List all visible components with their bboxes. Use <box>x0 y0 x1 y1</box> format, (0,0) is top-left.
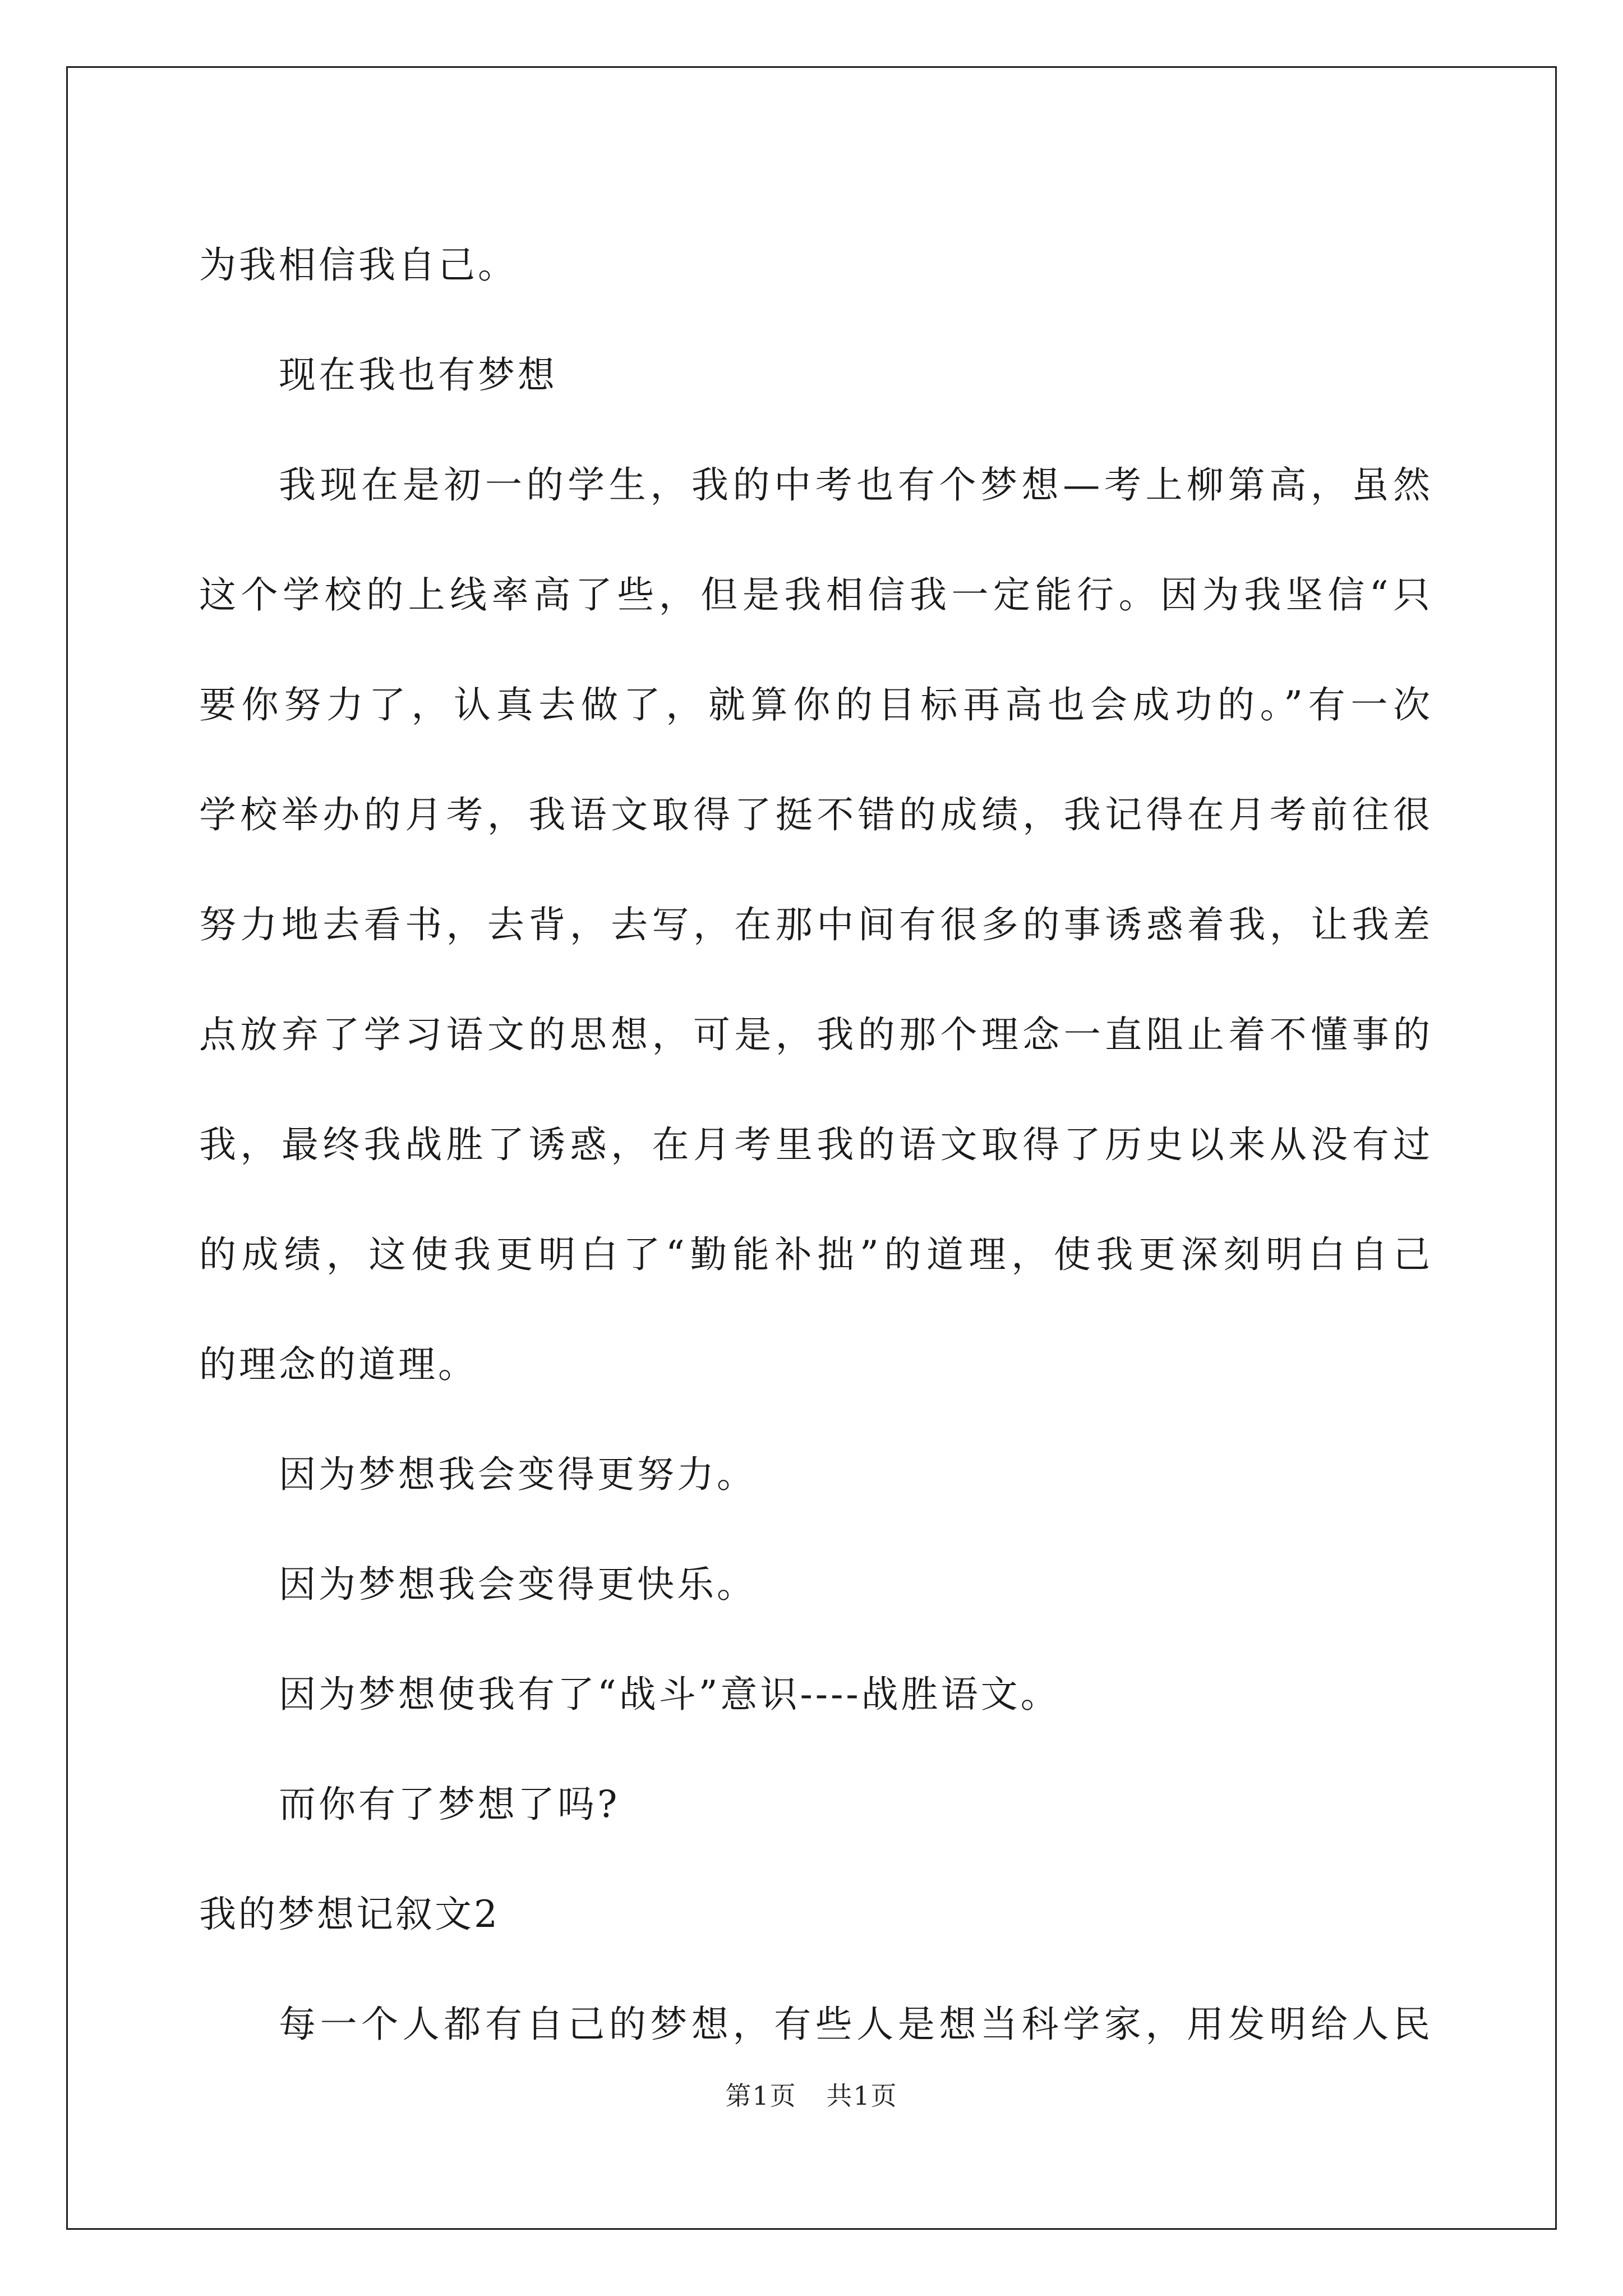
text-line: 为我相信我自己。 <box>199 243 518 287</box>
paragraph-next-essay <box>199 1970 1433 2079</box>
paragraph-subtitle <box>199 320 1433 430</box>
paragraph-question <box>199 1750 1433 1860</box>
text-line: 点放弃了学习语文的思想，可是，我的那个理念一直阻止着不懂事的 <box>199 1013 1433 1056</box>
paragraph-fight <box>199 1640 1433 1750</box>
text-line: 的理念的道理。 <box>199 1343 478 1386</box>
paragraph-effort <box>199 1420 1433 1530</box>
text-line: 而你有了梦想了吗? <box>279 1783 620 1826</box>
document-body <box>199 210 1433 2079</box>
text-line: 因为梦想使我有了“战斗”意识----战胜语文。 <box>279 1673 1061 1716</box>
text-line: 努力地去看书，去背，去写，在那中间有很多的事诱惑着我，让我差 <box>199 903 1433 946</box>
text-line: 这个学校的上线率高了些，但是我相信我一定能行。因为我坚信“只 <box>199 573 1433 616</box>
page-footer <box>0 2076 1623 2113</box>
text-line: 现在我也有梦想 <box>279 353 557 397</box>
section-heading <box>199 1860 1433 1970</box>
text-line: 要你努力了，认真去做了，就算你的目标再高也会成功的。”有一次 <box>199 683 1433 726</box>
text-line: 因为梦想我会变得更快乐。 <box>279 1563 757 1606</box>
paragraph-continuation <box>199 210 1433 320</box>
paragraph-main <box>199 430 1433 1420</box>
page-number: 第1页 <box>725 2081 797 2111</box>
text-line: 我，最终我战胜了诱惑，在月考里我的语文取得了历史以来从没有过 <box>199 1123 1433 1166</box>
text-line: 的成绩，这使我更明白了“勤能补拙”的道理，使我更深刻明白自己 <box>199 1233 1433 1276</box>
text-line: 每一个人都有自己的梦想，有些人是想当科学家，用发明给人民 <box>279 2003 1433 2046</box>
paragraph-happy <box>199 1530 1433 1640</box>
text-line: 学校举办的月考，我语文取得了挺不错的成绩，我记得在月考前往很 <box>199 793 1433 836</box>
text-line: 我现在是初一的学生，我的中考也有个梦想—考上柳第高，虽然 <box>279 463 1433 507</box>
page-total: 共1页 <box>826 2081 898 2111</box>
heading-text: 我的梦想记叙文2 <box>199 1893 500 1936</box>
text-line: 因为梦想我会变得更努力。 <box>279 1453 757 1496</box>
